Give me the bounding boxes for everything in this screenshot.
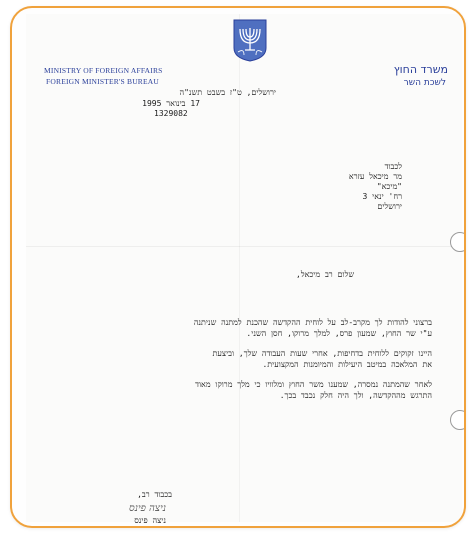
punch-hole [450,410,466,430]
punch-hole [450,232,466,252]
reference-number: 1329082 [154,109,188,118]
dateline-place: ירושלים, ט"ז בשבט תשנ"ה [179,88,276,97]
ministry-name-en: MINISTRY OF FOREIGN AFFAIRS [44,66,163,75]
body-line: לאחר שהמתנה נמסרה, שמענו משר החוץ ומלוויו כי מלך מרוקו מאוד [195,380,432,389]
body-line: התרגש מההקדשה, ולך היה חלק נכבד בכך. [279,391,432,400]
body-line: ברצוני להודות לך מקרב-לב על לוחית ההקדשה שהכנת למתנה שניתנה [193,318,432,327]
recipient-line: ירושלים [377,202,402,211]
recipient-line: לכבוד [384,162,402,171]
recipient-line: מר מיכאל עזרא [348,172,402,181]
body-line: ע"י שר החוץ, שמעון פרס, למלך מרוקו, חסן השני. [246,329,432,338]
recipient-line: רח' ינאי 3 [362,192,402,201]
paper-fold [26,246,462,247]
bureau-name-en: FOREIGN MINISTER'S BUREAU [46,77,160,86]
ministry-name-he: משרד החוץ [393,63,448,76]
signer-name: ניצה פינס [134,516,166,525]
body-line: היינו זקוקים ללוחית בדחיפות, אחרי שעות העבודה שלך, וביצעת [212,349,432,358]
dateline-gregorian: 17 בינואר 1995 [142,99,200,108]
recipient-line: "מיכא" [376,182,402,191]
document-frame [10,6,466,528]
body-line: את המלאכה במיטב היעילות והמיומנות המקצועית. [262,360,432,369]
menorah-emblem-icon [232,18,268,62]
letter-page [26,14,462,525]
greeting: שלום רב מיכאל, [296,270,354,279]
closing-regards: בכבוד רב, [137,490,172,499]
handwritten-signature: ניצה פינס [129,503,166,514]
bureau-name-he: לשכת השר [403,78,446,88]
